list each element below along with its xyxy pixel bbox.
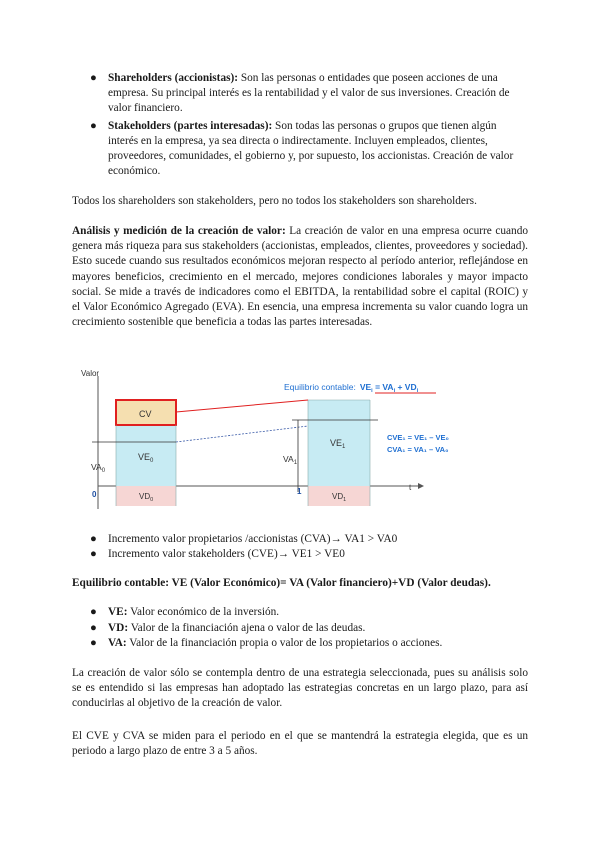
vd1-label: $VD_1$	[332, 492, 347, 503]
red-growth-line	[176, 400, 308, 412]
increment-list	[90, 532, 522, 562]
list-item: ● Stakeholders (partes interesadas): Son todas las personas o grupos que tienen algún interés en la empresa, ya sea directa o indirectamente. Incluyen empleados, clientes, proveedores, comunidades, el gobierno y, por supuesto, los accionistas. Creación de valor económico.	[90, 119, 514, 178]
vd0-label: $VD_0$	[139, 492, 154, 503]
ve0-label: $VE_0$	[138, 452, 154, 464]
list-item: ● VD: Valor de la financiación ajena o valor de las deudas.	[90, 621, 366, 634]
value-creation-diagram	[78, 364, 478, 514]
ve1-label: $VE_1$	[330, 438, 346, 450]
axis-label-y: Valor	[81, 369, 100, 378]
list-item: ● Incremento valor propietarios /accionistas (CVA)→ VA1 > VA0	[90, 533, 398, 545]
va1-label: $VA_1$	[283, 454, 298, 466]
axis-label-x: t	[409, 483, 412, 492]
paragraph-period: El CVE y CVA se miden para el periodo en el que se mantendrá la estrategia elegida, que es un periodo a largo plazo de entre 3 a 5 años.	[72, 730, 528, 758]
formula-cve: CVE₁ = VE₁ – VE₀	[387, 433, 449, 442]
list-item: ● VE: Valor económico de la inversión.	[90, 606, 280, 618]
x-axis-arrow	[418, 483, 424, 489]
stakeholder-list	[90, 71, 522, 179]
equilibrium-heading: Equilibrio contable: VE (Valor Económico)= VA (Valor financiero)+VD (Valor deudas).	[72, 577, 491, 589]
va0-label: $VA_0$	[91, 462, 106, 474]
cv-label: CV	[139, 409, 152, 419]
list-item: ● VA: Valor de la financiación propia o valor de los propietarios o acciones.	[90, 637, 443, 650]
paragraph-strategy: La creación de valor sólo se contempla dentro de una estrategia seleccionada, pues su análisis solo se es entendido si las empresas han adoptado las estrategias concretas en un largo plazo, para así conducirlas al objetivo de la creación de valor.	[72, 667, 528, 710]
definitions-list	[90, 605, 522, 652]
blue-growth-line	[176, 426, 308, 442]
paragraph-analysis: Análisis y medición de la creación de valor: La creación de valor en una empresa ocurre cuando genera más riqueza para sus stakeholders (accionistas, empleados, clientes, proveedores y sociedad). Esto sucede cuando sus resultados económicos mejoran respecto al período anterior, reflejándose en mayores beneficios, crecimiento en el mercado, mejores condiciones laborales y mayor impacto social. Se mide a través de indicadores como el EBITDA, la rentabilidad sobre el capital (ROIC) y el Valor Económico Agregado (EVA). En esencia, una empresa incrementa su valor cuando logra un crecimiento sostenible que beneficia a todas las partes interesadas.	[72, 225, 528, 329]
tick-1-label: 1	[297, 487, 302, 496]
list-item: ● Incremento valor stakeholders (CVE)→ VE1 > VE0	[90, 548, 345, 561]
formula-cva: CVA₁ = VA₁ – VA₀	[387, 445, 449, 454]
origin-label: 0	[92, 490, 97, 499]
paragraph-shareholders: Todos los shareholders son stakeholders, pero no todos los stakeholders son shareholders.	[72, 195, 477, 207]
equilibrium-label: Equilibrio contable: $VE_i = VA_i + VD_i$	[284, 382, 419, 394]
list-item: ● Shareholders (accionistas): Son las personas o entidades que poseen acciones de una empresa. Su principal interés es la rentabilidad y el valor de sus inversiones. Creación de valor financiero.	[90, 72, 510, 115]
